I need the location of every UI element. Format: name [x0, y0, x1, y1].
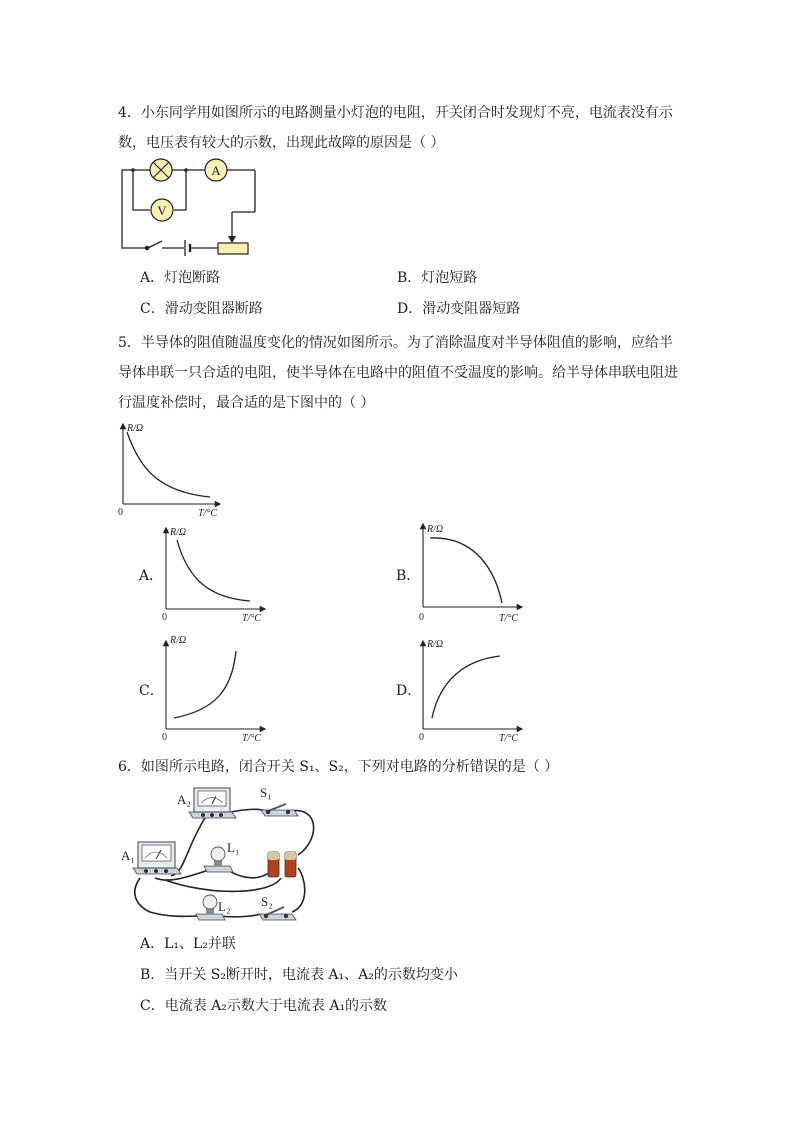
svg-text:T/°C: T/°C — [198, 508, 218, 519]
q4-option-c[interactable]: C．滑动变阻器断路 — [140, 301, 263, 317]
svg-text:L₁: L₁ — [227, 840, 240, 855]
q5-option-b[interactable]: B． — [396, 568, 421, 584]
q5-stem-line1: 5．半导体的阻值随温度变化的情况如图所示。为了消除温度对半导体阻值的影响，应给半 — [118, 335, 673, 351]
svg-text:L₂: L₂ — [218, 899, 231, 914]
svg-text:0: 0 — [118, 507, 123, 518]
q6-option-b[interactable]: B．当开关 S₂断开时，电流表 A₁、A₂的示数均变小 — [140, 967, 458, 983]
svg-text:V: V — [157, 203, 167, 218]
q5-option-c[interactable]: C． — [139, 683, 164, 699]
svg-text:T/°C: T/°C — [499, 733, 519, 744]
q5-option-a[interactable]: A． — [139, 568, 164, 584]
svg-text:S₁: S₁ — [260, 785, 272, 800]
q4-option-d[interactable]: D．滑动变阻器短路 — [397, 301, 521, 317]
ammeter-a2-icon — [189, 788, 236, 818]
svg-text:R/Ω: R/Ω — [170, 635, 187, 646]
battery-icon — [268, 852, 296, 877]
q5-option-d[interactable]: D． — [396, 683, 422, 699]
svg-text:0: 0 — [162, 612, 167, 623]
q6-option-c[interactable]: C．电流表 A₂示数大于电流表 A₁的示数 — [140, 998, 388, 1014]
svg-text:T/°C: T/°C — [242, 733, 262, 744]
q5-stem-line2: 导体串联一只合适的电阻，使半导体在电路中的阻值不受温度的影响。给半导体串联电阻进 — [118, 365, 678, 381]
svg-text:R/Ω: R/Ω — [127, 423, 144, 434]
svg-text:S₂: S₂ — [261, 894, 273, 909]
svg-text:R/Ω: R/Ω — [170, 527, 187, 538]
ammeter-a1-icon — [133, 842, 181, 874]
switch-s1-icon — [261, 804, 298, 816]
svg-text:R/Ω: R/Ω — [427, 639, 444, 650]
svg-text:A₁: A₁ — [121, 848, 135, 863]
svg-text:A: A — [211, 163, 221, 178]
svg-text:A₂: A₂ — [177, 792, 191, 807]
svg-text:R/Ω: R/Ω — [427, 524, 444, 535]
svg-text:T/°C: T/°C — [242, 613, 262, 624]
q4-option-a[interactable]: A．灯泡断路 — [140, 270, 221, 286]
q5-stem-line3: 行温度补偿时，最合适的是下图中的（ ） — [118, 395, 375, 411]
q6-stem-line1: 6．如图所示电路，闭合开关 S₁、S₂，下列对电路的分析错误的是（ ） — [118, 759, 559, 775]
svg-text:T/°C: T/°C — [499, 613, 519, 624]
svg-text:0: 0 — [419, 732, 424, 743]
q6-option-a[interactable]: A．L₁、L₂并联 — [140, 936, 236, 952]
q4-stem-line1: 4．小东同学用如图所示的电路测量小灯泡的电阻，开关闭合时发现灯不亮，电流表没有示 — [118, 105, 673, 121]
svg-text:0: 0 — [419, 612, 424, 623]
q4-stem-line2: 数，电压表有较大的示数，出现此故障的原因是（ ） — [118, 135, 445, 151]
q4-option-b[interactable]: B．灯泡短路 — [397, 270, 478, 286]
svg-text:0: 0 — [162, 732, 167, 743]
